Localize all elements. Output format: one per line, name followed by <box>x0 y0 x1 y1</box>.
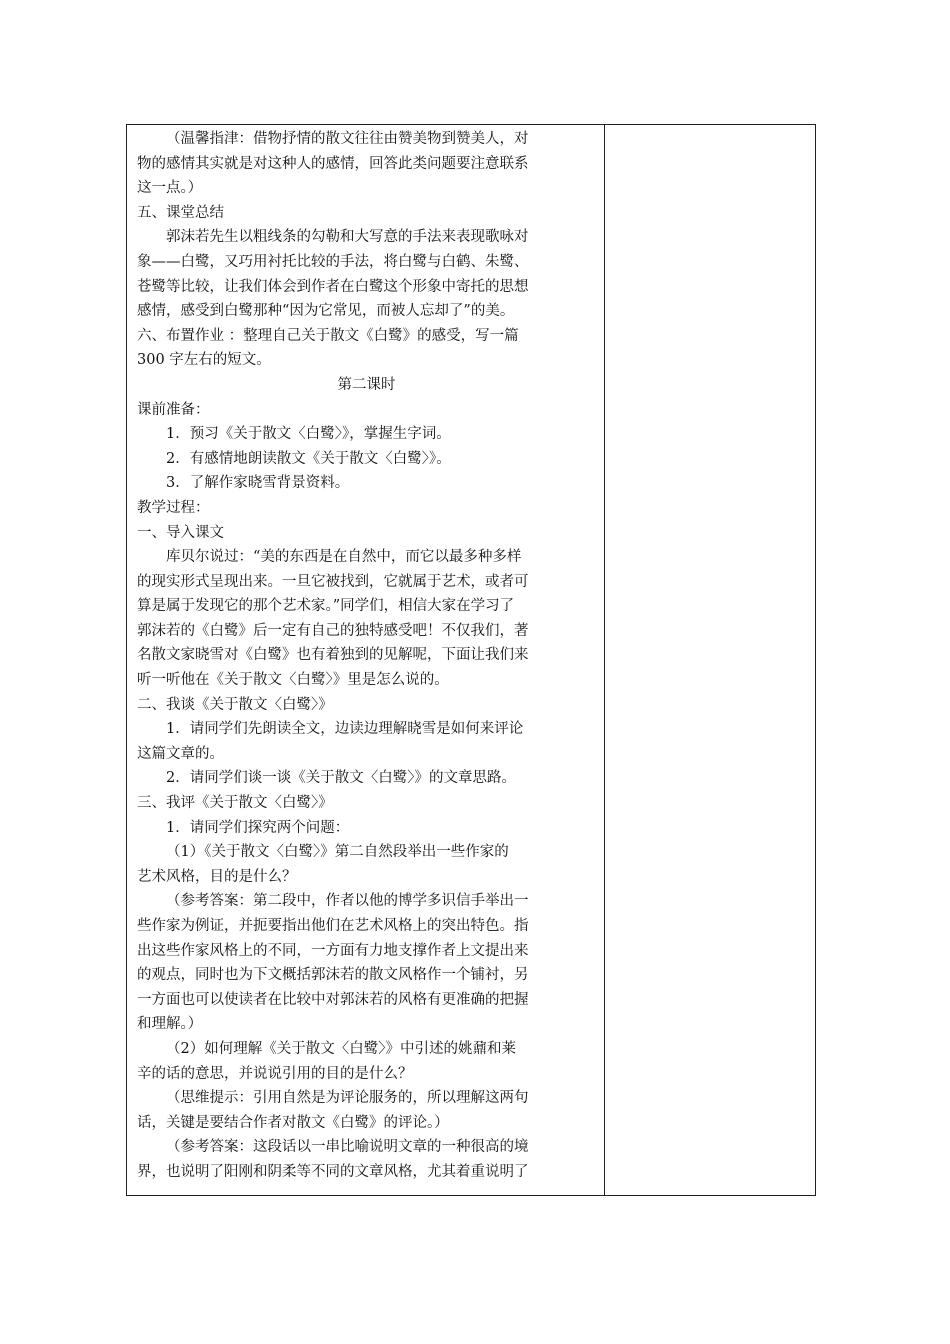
text-line: 的观点，同时也为下文概括郭沫若的散文风格作一个铺衬，另 <box>137 967 529 984</box>
text-line: 教学过程： <box>137 499 210 516</box>
text-line: 二、我谈《关于散文〈白鹭〉》 <box>137 696 333 713</box>
text-line: 六、布置作业 ：整理自己关于散文《白鹭》的感受，写一篇 <box>137 327 519 344</box>
text-line: 第二课时 <box>337 376 396 393</box>
text-line: 听一听他在《关于散文〈白鹭〉》里是怎么说的。 <box>137 672 449 689</box>
text-line: 一方面也可以使读者在比较中对郭沫若的风格有更准确的把握 <box>137 991 529 1008</box>
text-line: 名散文家晓雪对《白鹭》也有着独到的见解呢，下面让我们来 <box>137 647 529 664</box>
text-line: （思维提示：引用自然是为评论服务的，所以理解这两句 <box>166 1090 529 1107</box>
text-line: 2．请同学们谈一谈《关于散文〈白鹭〉》的文章思路。 <box>166 770 516 787</box>
text-line: 算是属于发现它的那个艺术家。”同学们，相信大家在学习了 <box>137 598 515 615</box>
text-line: 1．预习《关于散文〈白鹭〉》，掌握生字词。 <box>166 426 451 443</box>
text-line: 一、导入课文 <box>137 524 224 541</box>
text-line: 这篇文章的。 <box>137 745 224 762</box>
text-line: 和理解。） <box>137 1016 203 1033</box>
text-line: 界，也说明了阳刚和阴柔等不同的文章风格，尤其着重说明了 <box>137 1163 529 1180</box>
text-line: 课前准备： <box>137 401 210 418</box>
text-line: （参考答案：第二段中，作者以他的博学多识信手举出一 <box>166 893 529 910</box>
text-line: 库贝尔说过：“美的东西是在自然中，而它以最多种多样 <box>166 549 522 566</box>
text-line: 这一点。） <box>137 180 203 197</box>
text-line: 300 字左右的短文。 <box>137 352 271 369</box>
text-line: 感情，感受到白鹭那种“因为它常见，而被人忘却了”的美。 <box>137 303 515 320</box>
text-line: 2．有感情地朗读散文《关于散文〈白鹭〉》。 <box>166 450 451 467</box>
text-line: 些作家为例证，并扼要指出他们在艺术风格上的突出特色。指 <box>137 918 529 934</box>
text-line: 辛的话的意思，并说说引用的目的是什么？ <box>137 1065 413 1082</box>
text-line: （温馨指津：借物抒情的散文往往由赞美物到赞美人，对 <box>166 131 529 147</box>
text-line: 郭沫若的《白鹭》后一定有自己的独特感受吧！不仅我们，著 <box>137 622 529 639</box>
text-line: （参考答案：这段话以一串比喻说明文章的一种很高的境 <box>166 1139 529 1156</box>
notes-cell <box>605 125 815 1195</box>
text-line: 1．请同学们探究两个问题： <box>166 819 350 836</box>
text-line: 五、课堂总结 <box>137 204 224 221</box>
text-line: 话，关键是要结合作者对散文《白鹭》的评论。） <box>137 1114 449 1131</box>
lesson-plan-table <box>126 124 816 1196</box>
text-line: 三、我评《关于散文〈白鹭〉》 <box>137 795 333 812</box>
text-line: 物的感情其实就是对这种人的感情，回答此类问题要注意联系 <box>137 155 529 172</box>
text-line: （2）如何理解《关于散文〈白鹭〉》中引述的姚鼐和莱 <box>166 1040 516 1057</box>
text-line: 3．了解作家晓雪背景资料。 <box>166 475 350 492</box>
text-line: 苍鹭等比较，让我们体会到作者在白鹭这个形象中寄托的思想 <box>137 278 529 295</box>
text-line: （1）《关于散文〈白鹭〉》第二自然段举出一些作家的 <box>166 844 509 861</box>
text-line: 象——白鹭，又巧用衬托比较的手法，将白鹭与白鹤、朱鹭、 <box>137 253 529 270</box>
text-line: 艺术风格，目的是什么？ <box>137 868 297 885</box>
lesson-content-cell <box>127 125 605 1195</box>
text-line: 1．请同学们先朗读全文，边读边理解晓雪是如何来评论 <box>166 721 524 738</box>
text-line: 的现实形式呈现出来。一旦它被找到，它就属于艺术，或者可 <box>137 573 529 590</box>
text-line: 郭沫若先生以粗线条的勾勒和大写意的手法来表现歌咏对 <box>166 229 529 246</box>
text-line: 出这些作家风格上的不同，一方面有力地支撑作者上文提出来 <box>137 942 529 959</box>
